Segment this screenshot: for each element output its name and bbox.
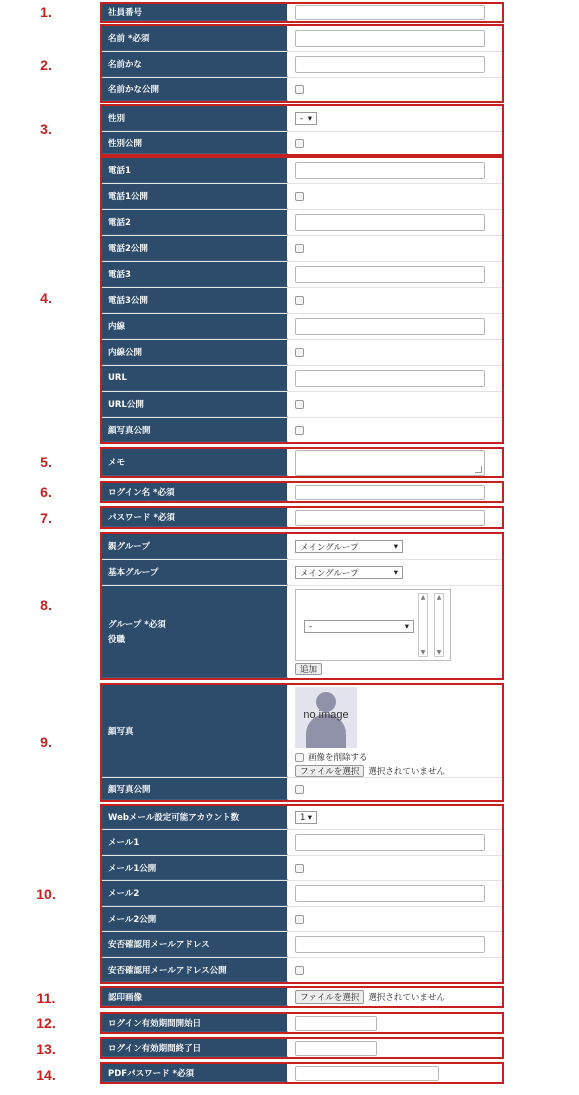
photo-label: 顔写真 xyxy=(102,685,288,777)
photo-public-checkbox-2[interactable] xyxy=(295,785,304,794)
chevron-down-icon: ▾ xyxy=(404,621,409,632)
ext-label: 内線 xyxy=(102,314,288,339)
safety-mail-public-label: 安否確認用メールアドレス公開 xyxy=(102,958,288,982)
chevron-down-icon: ▾ xyxy=(393,541,398,552)
tel3-label: 電話3 xyxy=(102,262,288,287)
login-start-label: ログイン有効期間開始日 xyxy=(102,1014,288,1032)
login-end-label: ログイン有効期間終了日 xyxy=(102,1039,288,1057)
section-contact xyxy=(100,156,504,444)
section-number-12: 12. xyxy=(36,1015,56,1031)
tel2-input[interactable] xyxy=(295,214,485,231)
memo-textarea[interactable] xyxy=(295,450,485,476)
title-label-text: 役職 xyxy=(108,635,126,645)
webmail-count-label: Webメール設定可能アカウント数 xyxy=(102,806,288,829)
photo-public-label-2: 顔写真公開 xyxy=(102,778,288,800)
resize-handle-icon[interactable] xyxy=(475,466,482,473)
tel1-input[interactable] xyxy=(295,162,485,179)
section-number-11: 11. xyxy=(36,990,56,1006)
base-group-select[interactable]: メイングループ ▾ xyxy=(295,566,403,579)
tel1-public-label: 電話1公開 xyxy=(102,184,288,209)
url-public-checkbox[interactable] xyxy=(295,400,304,409)
section-password xyxy=(100,506,504,529)
pdf-password-input[interactable] xyxy=(295,1066,439,1081)
section-number-9: 9. xyxy=(40,734,52,750)
password-input[interactable] xyxy=(295,510,485,526)
photo-public-label: 顔写真公開 xyxy=(102,418,288,442)
photo-file-status: 選択されていません xyxy=(368,767,445,777)
employee-no-label: 社員番号 xyxy=(102,4,288,21)
section-login-start xyxy=(100,1012,504,1034)
section-memo xyxy=(100,447,504,478)
gender-label: 性別 xyxy=(102,106,288,131)
section-number-7: 7. xyxy=(40,510,52,526)
group-label-text: グループ *必須 xyxy=(108,620,166,630)
delete-photo-checkbox[interactable] xyxy=(295,753,304,762)
mail2-public-label: メール2公開 xyxy=(102,907,288,931)
no-image-text: no image xyxy=(303,709,349,721)
login-end-input[interactable] xyxy=(295,1041,377,1056)
chevron-down-icon: ▾ xyxy=(307,812,312,823)
section-number-14: 14. xyxy=(36,1067,56,1083)
photo-file-button[interactable]: ファイルを選択 xyxy=(295,765,364,777)
name-label: 名前 *必須 xyxy=(102,26,288,51)
url-label: URL xyxy=(102,366,288,391)
ext-input[interactable] xyxy=(295,318,485,335)
seal-file-status: 選択されていません xyxy=(368,993,445,1003)
group-select[interactable]: - ▾ xyxy=(304,620,414,633)
login-input[interactable] xyxy=(295,485,485,500)
tel2-public-checkbox[interactable] xyxy=(295,244,304,253)
section-number-2: 2. xyxy=(40,57,52,73)
gender-public-checkbox[interactable] xyxy=(295,139,304,148)
tel1-public-checkbox[interactable] xyxy=(295,192,304,201)
memo-label: メモ xyxy=(102,449,288,476)
employee-no-input[interactable] xyxy=(295,5,485,20)
mail1-input[interactable] xyxy=(295,834,485,851)
section-number-3: 3. xyxy=(40,121,52,137)
group-label xyxy=(102,586,288,678)
mail1-label: メール1 xyxy=(102,830,288,855)
url-public-label: URL公開 xyxy=(102,392,288,417)
tel1-label: 電話1 xyxy=(102,158,288,183)
tel3-public-checkbox[interactable] xyxy=(295,296,304,305)
scroll-down-icon[interactable]: ▼ xyxy=(420,649,426,656)
section-seal xyxy=(100,986,504,1008)
section-number-1: 1. xyxy=(40,4,52,20)
scroll-up-icon[interactable]: ▲ xyxy=(436,594,442,601)
section-number-8: 8. xyxy=(40,597,52,613)
section-pdf-password xyxy=(100,1062,504,1084)
seal-file-button[interactable]: ファイルを選択 xyxy=(295,990,364,1004)
chevron-down-icon: ▾ xyxy=(307,113,312,124)
section-login-end xyxy=(100,1037,504,1059)
gender-public-label: 性別公開 xyxy=(102,132,288,154)
mail2-public-checkbox[interactable] xyxy=(295,915,304,924)
kana-input[interactable] xyxy=(295,56,485,73)
safety-mail-label: 安否確認用メールアドレス xyxy=(102,932,288,957)
seal-label: 認印画像 xyxy=(102,988,288,1006)
section-number-5: 5. xyxy=(40,454,52,470)
tel3-input[interactable] xyxy=(295,266,485,283)
scrollbar[interactable] xyxy=(434,593,444,657)
safety-mail-public-checkbox[interactable] xyxy=(295,966,304,975)
safety-mail-input[interactable] xyxy=(295,936,485,953)
kana-label: 名前かな xyxy=(102,52,288,77)
scroll-down-icon[interactable]: ▼ xyxy=(436,649,442,656)
login-start-input[interactable] xyxy=(295,1016,377,1031)
mail1-public-checkbox[interactable] xyxy=(295,864,304,873)
tel3-public-label: 電話3公開 xyxy=(102,288,288,313)
webmail-count-select[interactable]: 1 ▾ xyxy=(295,811,317,824)
parent-group-label: 親グループ xyxy=(102,534,288,559)
mail2-input[interactable] xyxy=(295,885,485,902)
delete-photo-label: 画像を削除する xyxy=(308,753,368,763)
section-number-4: 4. xyxy=(40,290,52,306)
ext-public-label: 内線公開 xyxy=(102,340,288,365)
section-number-10: 10. xyxy=(36,886,56,902)
ext-public-checkbox[interactable] xyxy=(295,348,304,357)
section-employee-no xyxy=(100,2,504,23)
section-mail xyxy=(100,804,504,984)
section-login xyxy=(100,481,504,503)
section-group xyxy=(100,532,504,680)
scrollbar[interactable] xyxy=(418,593,428,657)
mail2-label: メール2 xyxy=(102,881,288,906)
name-input[interactable] xyxy=(295,30,485,47)
url-input[interactable] xyxy=(295,370,485,387)
no-image-placeholder xyxy=(295,687,357,748)
photo-public-checkbox[interactable] xyxy=(295,426,304,435)
login-label: ログイン名 *必須 xyxy=(102,483,288,501)
mail1-public-label: メール1公開 xyxy=(102,856,288,880)
section-name xyxy=(100,24,504,103)
chevron-down-icon: ▾ xyxy=(393,567,398,578)
section-number-13: 13. xyxy=(36,1041,56,1057)
gender-select[interactable]: - ▾ xyxy=(295,112,317,125)
tel2-label: 電話2 xyxy=(102,210,288,235)
password-label: パスワード *必須 xyxy=(102,508,288,527)
tel2-public-label: 電話2公開 xyxy=(102,236,288,261)
add-group-button[interactable]: 追加 xyxy=(295,663,322,675)
section-gender xyxy=(100,104,504,156)
kana-public-label: 名前かな公開 xyxy=(102,78,288,101)
section-photo xyxy=(100,683,504,802)
kana-public-checkbox[interactable] xyxy=(295,85,304,94)
pdf-password-label: PDFパスワード *必須 xyxy=(102,1064,288,1082)
base-group-label: 基本グループ xyxy=(102,560,288,585)
scroll-up-icon[interactable]: ▲ xyxy=(420,594,426,601)
group-list-box xyxy=(295,589,451,661)
parent-group-select[interactable]: メイングループ ▾ xyxy=(295,540,403,553)
section-number-6: 6. xyxy=(40,484,52,500)
